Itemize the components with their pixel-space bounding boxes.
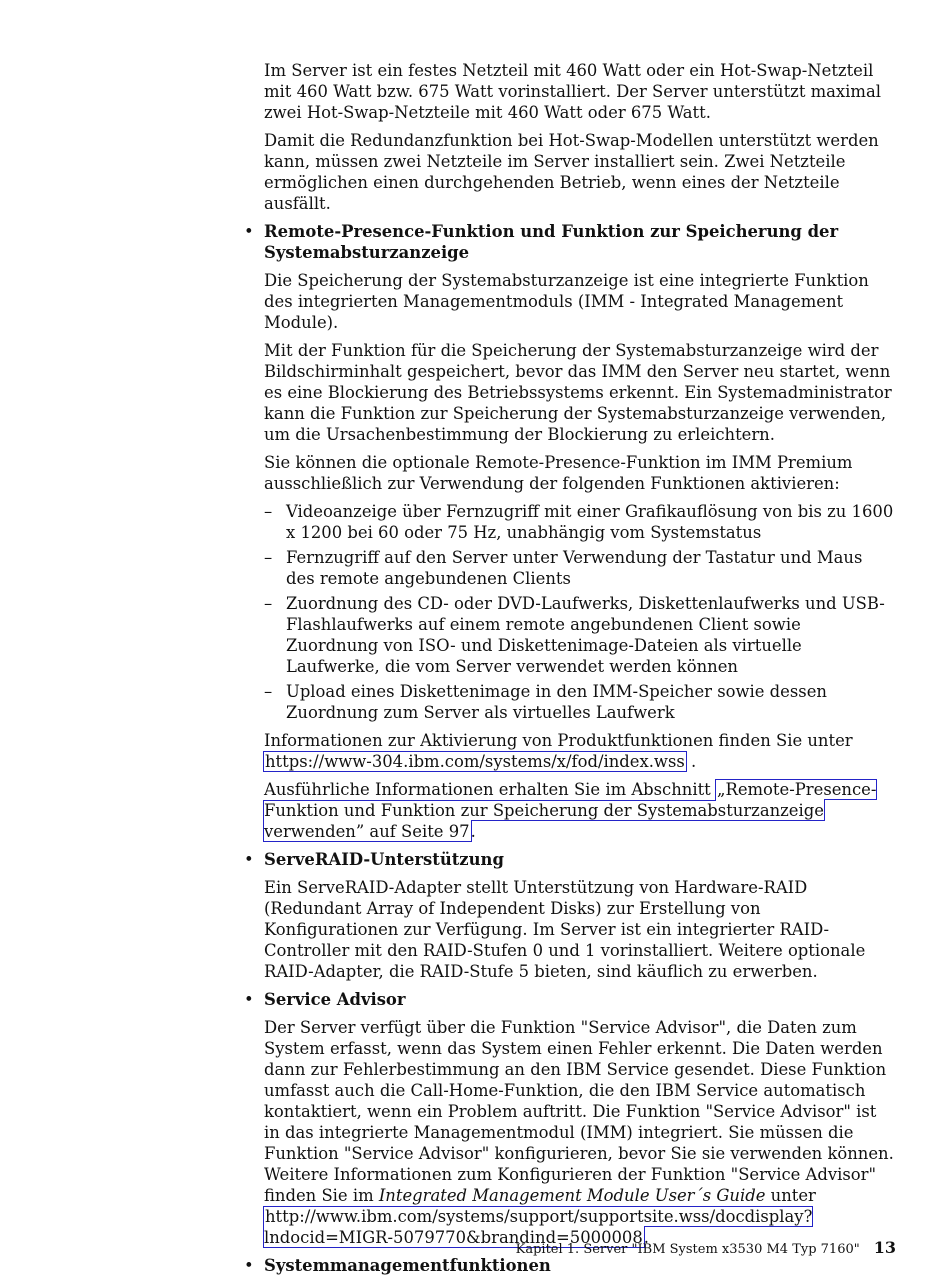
- list-item: [264, 547, 896, 589]
- list-item: [264, 681, 896, 723]
- remote-p5-suffix: .: [470, 822, 476, 841]
- page-footer: [516, 1238, 896, 1257]
- dash: –: [264, 548, 273, 567]
- list-item: [264, 593, 896, 677]
- list-item-text: Zuordnung des CD- oder DVD-Laufwerks, Diskettenlaufwerks und USB-Flashlaufwerks auf einem remote angebundenen Client sowie Zuordnung von ISO- und Diskettenimage-Dateien als virtuelle Laufwerke, die vom Server verwendet werden können: [286, 594, 885, 676]
- remote-paragraph-4: [264, 730, 896, 772]
- list-item-text: Fernzugriff auf den Server unter Verwendung der Tastatur und Maus des remote angebundenen Clients: [286, 548, 863, 588]
- advisor-paragraph: [264, 1017, 896, 1248]
- dash: –: [264, 502, 273, 521]
- dash: –: [264, 594, 273, 613]
- feature-title: Systemmanagementfunktionen: [264, 1256, 551, 1275]
- feature-title: Service Advisor: [264, 990, 406, 1009]
- remote-p5-text: Ausführliche Informationen erhalten Sie im Abschnitt: [264, 780, 716, 799]
- fod-link[interactable]: https://www-304.ibm.com/systems/x/fod/index.wss: [265, 752, 685, 771]
- intro-paragraph-2: Damit die Redundanzfunktion bei Hot-Swap-Modellen unterstützt werden kann, müssen zwei Netzteile im Server installiert sein. Zwei Netzteile ermöglichen einen durchgehenden Betrieb, wenn eines der Netzteile ausfällt.: [264, 131, 879, 213]
- feature-title: Remote-Presence-Funktion und Funktion zur Speicherung der Systemabsturzanzeige: [264, 222, 839, 262]
- page-content: [244, 60, 896, 1283]
- feature-remote-presence: [244, 221, 896, 842]
- remote-p4-text: Informationen zur Aktivierung von Produktfunktionen finden Sie unter: [264, 731, 853, 750]
- bullet: •: [244, 1256, 254, 1275]
- section-crossref-link[interactable]: „Remote-Presence-Funktion und Funktion zur Speicherung der Systemabsturzanzeige verwenden” auf Seite 97: [264, 780, 877, 841]
- intro-paragraph-1: Im Server ist ein festes Netzteil mit 460 Watt oder ein Hot-Swap-Netzteil mit 460 Watt bzw. 675 Watt vorinstalliert. Der Server unterstützt maximal zwei Hot-Swap-Netzteile mit 460 Watt oder 675 Watt.: [264, 61, 881, 122]
- dash: –: [264, 682, 273, 701]
- serveraid-paragraph: Ein ServeRAID-Adapter stellt Unterstützung von Hardware-RAID (Redundant Array of Independent Disks) zur Erstellung von Konfigurationen zur Verfügung. Im Server ist ein integrierter RAID-Controller mit den RAID-Stufen 0 und 1 vorinstalliert. Weitere optionale RAID-Adapter, die RAID-Stufe 5 bieten, sind käuflich zu erwerben.: [264, 878, 866, 981]
- remote-paragraph-2: Mit der Funktion für die Speicherung der Systemabsturzanzeige wird der Bildschirminhalt gespeichert, bevor das IMM den Server neu startet, wenn es eine Blockierung des Betriebssystems erkennt. Ein Systemadministrator kann die Funktion zur Speicherung der Systemabsturzanzeige verwenden, um die Ursachenbestimmung der Blockierung zu erleichtern.: [264, 341, 892, 444]
- advisor-text: Der Server verfügt über die Funktion "Service Advisor", die Daten zum System erfasst, wenn das System einen Fehler erkennt. Die Daten werden dann zur Fehlerbestimmung an den IBM Service gesendet. Diese Funktion umfasst auch die Call-Home-Funktion, die den IBM Service automatisch kontaktiert, wenn ein Problem auftritt. Die Funktion "Service Advisor" ist in das integrierte Managementmodul (IMM) integriert. Sie müssen die Funktion "Service Advisor" konfigurieren, bevor Sie sie verwenden können. Weitere Informationen zum Konfigurieren der Funktion "Service Advisor" finden Sie im: [264, 1018, 894, 1205]
- remote-function-list: [264, 501, 896, 723]
- feature-service-advisor: [244, 989, 896, 1248]
- footer-chapter-title: Kapitel 1. Server "IBM System x3530 M4 Typ 7160": [515, 1242, 860, 1257]
- feature-title: ServeRAID-Unterstützung: [264, 850, 504, 869]
- feature-system-management: [244, 1255, 896, 1276]
- feature-serveraid: [244, 849, 896, 982]
- advisor-suffix: .: [643, 1228, 650, 1247]
- advisor-mid: unter: [765, 1186, 816, 1205]
- list-item: [264, 501, 896, 543]
- bullet: •: [244, 850, 254, 869]
- remote-p4-suffix: .: [685, 752, 697, 771]
- guide-title: Integrated Management Module User´s Guide: [378, 1186, 766, 1205]
- list-item-text: Videoanzeige über Fernzugriff mit einer Grafikauflösung von bis zu 1600 x 1200 bei 60 oder 75 Hz, unabhängig vom Systemstatus: [286, 502, 894, 542]
- remote-paragraph-3: Sie können die optionale Remote-Presence-Funktion im IMM Premium ausschließlich zur Verwendung der folgenden Funktionen aktivieren:: [264, 453, 853, 493]
- remote-paragraph-1: Die Speicherung der Systemabsturzanzeige ist eine integrierte Funktion des integrierten Managementmoduls (IMM - Integrated Management Module).: [264, 271, 869, 332]
- remote-paragraph-5: [264, 779, 896, 842]
- bullet: •: [244, 222, 254, 241]
- list-item-text: Upload eines Diskettenimage in den IMM-Speicher sowie dessen Zuordnung zum Server als virtuelles Laufwerk: [286, 682, 827, 722]
- page-number: 13: [873, 1238, 896, 1257]
- support-site-link[interactable]: http://www.ibm.com/systems/support/supportsite.wss/docdisplay?lndocid=MIGR-5079770&brandind=5000008: [264, 1207, 813, 1247]
- bullet: •: [244, 990, 254, 1009]
